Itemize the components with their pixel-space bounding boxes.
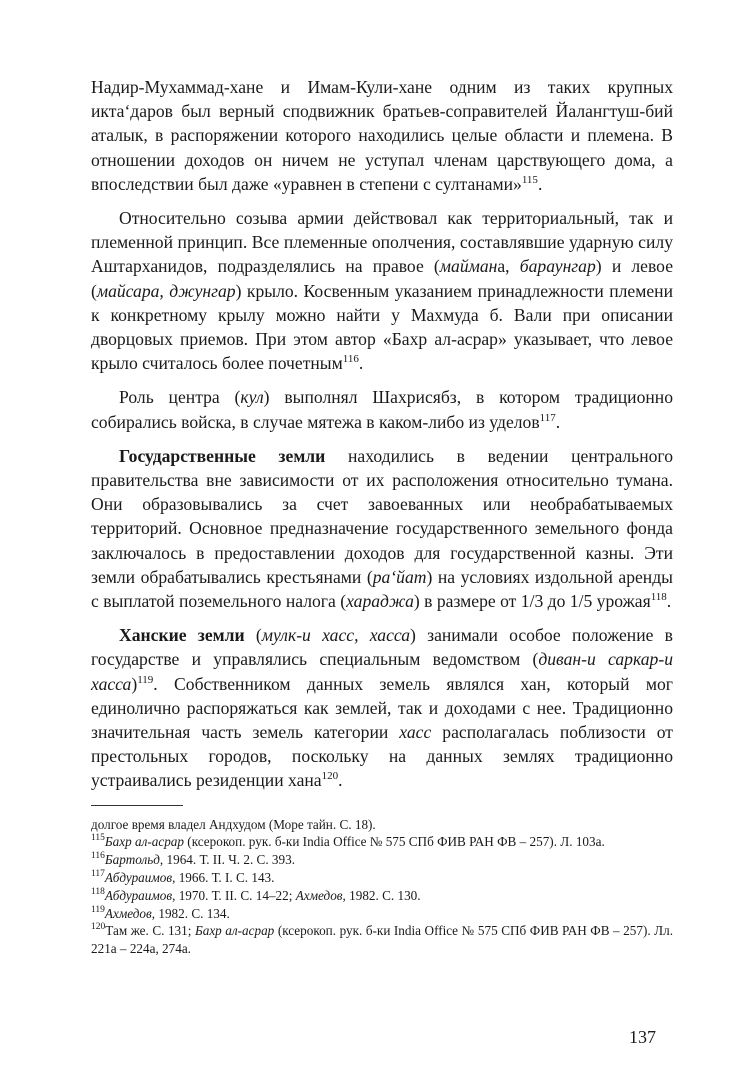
paragraph-2 bbox=[91, 206, 673, 375]
text-run: , 1982. С. 134. bbox=[151, 905, 230, 921]
footnote-ref: 116 bbox=[342, 353, 359, 366]
text-run: ) в размере от 1/3 до 1/5 урожая bbox=[413, 591, 651, 612]
bold-term: Государственные земли bbox=[119, 445, 326, 466]
italic-term: майман bbox=[439, 256, 498, 277]
italic-term: мулк-и хасс, хасса bbox=[261, 625, 411, 646]
footnote-115 bbox=[91, 833, 673, 851]
footnote-divider bbox=[91, 805, 183, 806]
italic-term: Ахмедов bbox=[295, 887, 343, 903]
text-run: (ксерокоп. рук. б-ки India Office № 575 СПб ФИВ РАН ФВ – 257). Л. 103а. bbox=[184, 834, 605, 850]
text-run: ) выполнял Шахрисябз, в котором традиционно собирались войска, в случае мятежа в каком-либо из уделов bbox=[91, 387, 673, 432]
text-run: Там же. С. 131; bbox=[105, 923, 195, 939]
page-body bbox=[91, 75, 673, 958]
text-run: . bbox=[555, 411, 561, 432]
italic-term: Абдураимов bbox=[104, 887, 173, 903]
italic-term: диван-и саркар-и хасса bbox=[91, 649, 674, 694]
footnote-ref: 118 bbox=[91, 886, 105, 897]
paragraph-4 bbox=[91, 444, 673, 613]
main-text bbox=[91, 75, 673, 793]
text-run: ) крыло. Косвенным указанием принадлежности племени к конкретному крылу можно найти у Махмуда б. Вали при описании дворцовых приемов. При этом автор «Бахр ал-асрар» указывает, что левое крыло считалось более почетным bbox=[91, 280, 673, 374]
italic-term: Ахмедов bbox=[104, 905, 152, 921]
italic-term: хасс bbox=[399, 722, 432, 743]
footnote-117 bbox=[91, 869, 673, 887]
text-run: находились в ведении центрального правительства вне зависимости от их расположения относительно тумана. Они образовывались за счет завоеванных или необрабатываемых территорий. Основное предназначение государственного земельного фонда заключалось в предоставлении доходов для государственной казны. Эти земли обрабатывались крестьянами ( bbox=[91, 445, 673, 587]
italic-term: Бахр ал-асрар bbox=[194, 923, 275, 939]
text-run: Относительно созыва армии действовал как территориальный, так и племенной принцип. Все племенные ополчения, составлявшие ударную силу Аштарханидов, подразделялись на правое ( bbox=[91, 208, 673, 277]
text-run: ) занимали особое положение в государстве и управлялись специальным ведомством ( bbox=[91, 625, 673, 670]
text-run: ) и левое ( bbox=[91, 256, 674, 301]
footnote-118 bbox=[91, 887, 673, 905]
text-run: Надир-Мухаммад-хане и Имам-Кули-хане одним из таких крупных икта‘даров был верный сподвижник братьев-соправителей Йалангтуш-бий аталык, в распоряжении которого находились целые области и племена. В отношении доходов он ничем не уступал членам царствующего дома, а впоследствии был даже «уравнен в степени с султанами» bbox=[91, 77, 673, 194]
footnote-ref: 120 bbox=[321, 770, 339, 783]
text-run: . bbox=[338, 770, 343, 791]
italic-term: майсара, джунгар bbox=[96, 280, 236, 301]
paragraph-1 bbox=[91, 75, 673, 196]
footnote-ref: 119 bbox=[91, 904, 105, 915]
page-number: 137 bbox=[629, 1027, 656, 1047]
footnote-116 bbox=[91, 851, 673, 869]
footnote-ref: 118 bbox=[650, 591, 667, 604]
text-run: (ксерокоп. рук. б-ки India Office № 575 СПб ФИВ РАН ФВ – 257). Лл. 221а – 224а, 274а. bbox=[91, 923, 673, 957]
text-run: располагалась поблизости от престольных городов, поскольку на данных землях традиционно устраивались резиденции хана bbox=[91, 722, 673, 791]
footnote-ref: 120 bbox=[91, 922, 106, 933]
text-run: , 1982. С. 130. bbox=[342, 887, 421, 903]
text-run: , 1964. Т. II. Ч. 2. С. 393. bbox=[159, 852, 296, 868]
italic-term: бараунгар bbox=[519, 256, 596, 277]
footnote-119 bbox=[91, 905, 673, 923]
footnote-ref: 115 bbox=[521, 173, 538, 186]
text-run: ) bbox=[131, 673, 138, 694]
italic-term: хараджа bbox=[346, 591, 414, 612]
text-run: а, bbox=[497, 256, 520, 277]
text-run: долгое время владел Андхудом (Море тайн. С. 18). bbox=[91, 816, 376, 832]
footnote-ref: 115 bbox=[91, 833, 105, 844]
italic-term: ра‘йат bbox=[372, 566, 427, 587]
text-run: . bbox=[666, 591, 672, 612]
italic-term: кул bbox=[240, 387, 264, 408]
text-run: . Собственником данных земель являлся хан, который мог единолично распоряжаться как землей, так и доходами с нее. Традиционно значительная часть земель категории bbox=[91, 673, 673, 743]
text-run: ( bbox=[244, 625, 262, 646]
paragraph-5 bbox=[91, 623, 673, 792]
footnote-continued bbox=[91, 816, 673, 834]
footnote-120 bbox=[91, 922, 673, 958]
text-run: , 1966. Т. I. С. 143. bbox=[172, 870, 275, 886]
paragraph-3 bbox=[91, 385, 673, 433]
italic-term: Бартольд bbox=[104, 852, 160, 868]
italic-term: Бахр ал-асрар bbox=[104, 834, 184, 850]
bold-term: Ханские земли bbox=[119, 625, 245, 646]
italic-term: Абдураимов bbox=[104, 870, 173, 886]
footnote-ref: 117 bbox=[91, 869, 105, 880]
footnotes bbox=[91, 816, 673, 958]
text-run: Роль центра ( bbox=[119, 387, 241, 408]
text-run: ) на условиях издольной аренды с выплатой поземельного налога ( bbox=[91, 566, 673, 612]
text-run: . bbox=[358, 353, 364, 374]
footnote-ref: 119 bbox=[137, 673, 154, 686]
text-run: , 1970. Т. II. С. 14–22; bbox=[172, 887, 296, 903]
footnote-ref: 116 bbox=[91, 851, 105, 862]
footnote-ref: 117 bbox=[539, 411, 556, 424]
text-run: . bbox=[537, 173, 543, 194]
